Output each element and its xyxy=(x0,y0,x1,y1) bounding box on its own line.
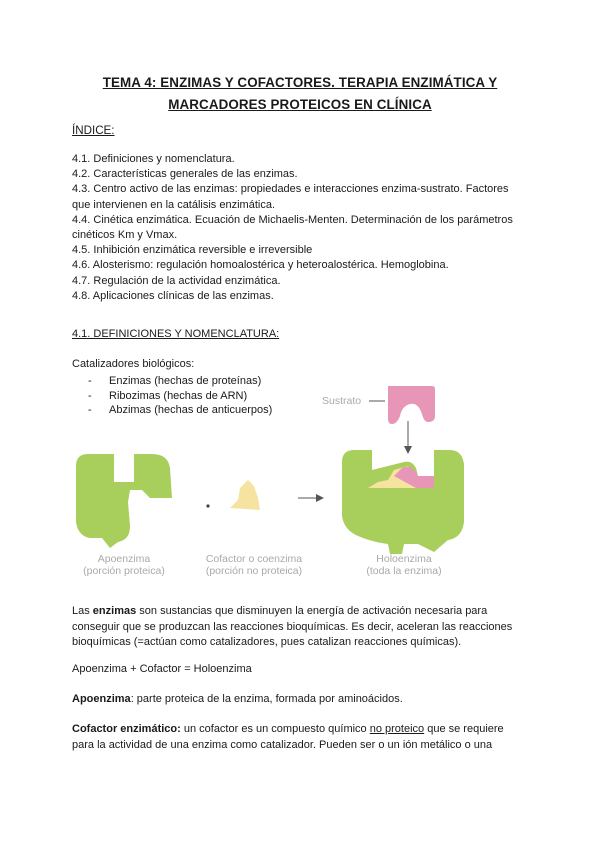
title-line-1: TEMA 4: ENZIMAS Y COFACTORES. TERAPIA ENZIMÁTICA Y xyxy=(102,75,498,90)
holoenzyme-sublabel: (toda la enzima) xyxy=(366,565,442,577)
right-arrow-icon xyxy=(316,494,324,502)
bullet-dash: - xyxy=(88,389,92,402)
cofactor-sublabel: (porción no proteica) xyxy=(205,565,303,577)
list-item-text: Enzimas (hechas de proteínas) xyxy=(109,375,262,387)
bullet-dash: - xyxy=(88,375,92,387)
toc-item: 4.5. Inhibición enzimática reversible e irreversible xyxy=(72,244,313,257)
apoenzyme-definition xyxy=(72,692,532,708)
index-heading: ÍNDICE: xyxy=(72,124,115,137)
bold-term: Cofactor enzimático: xyxy=(72,723,181,735)
apoenzyme-sublabel: (porción proteica) xyxy=(83,565,165,577)
section-heading: 4.1. DEFINICIONES Y NOMENCLATURA: xyxy=(72,328,280,340)
dot xyxy=(206,504,209,507)
text-run: un cofactor es un compuesto químico xyxy=(180,723,370,735)
toc-item: 4.4. Cinética enzimática. Ecuación de Michaelis-Menten. Determinación de los parámetros xyxy=(72,213,513,226)
holoenzyme-shape xyxy=(342,450,464,554)
substrate-label: Sustrato xyxy=(322,395,362,407)
paragraph-line xyxy=(72,722,532,738)
paragraph-line: para la actividad de una enzima como catalizador. Pueden ser o un ión metálico o una xyxy=(72,738,493,751)
underlined-term: no proteico xyxy=(369,723,425,735)
paragraph-line: bioquímicas (=actúan como catalizadores, pues catalizan reacciones químicas). xyxy=(72,636,462,648)
down-arrow-icon xyxy=(404,446,412,454)
text-run: : parte proteica de la enzima, formada por aminoácidos. xyxy=(130,693,403,705)
apoenzyme-shape xyxy=(76,454,172,548)
substrate-shape xyxy=(388,386,435,424)
enzymes-paragraph xyxy=(72,604,532,651)
catalysts-label: Catalizadores biológicos: xyxy=(72,358,195,370)
list-item-text: Ribozimas (hechas de ARN) xyxy=(109,389,248,402)
toc-item: 4.2. Características generales de las enzimas. xyxy=(72,168,298,181)
paragraph-line: conseguir que se produzcan las reacciones bioquímicas. Es decir, aceleran las reacciones xyxy=(72,620,513,633)
text-run: son sustancias que disminuyen la energía de activación necesaria para xyxy=(136,605,488,617)
bold-term: enzimas xyxy=(92,605,137,617)
cofactor-label: Cofactor o coenzima xyxy=(205,553,303,565)
toc-item: cinéticos Km y Vmax. xyxy=(72,229,178,242)
toc-item: 4.7. Regulación de la actividad enzimática. xyxy=(72,274,281,287)
toc-item: 4.8. Aplicaciones clínicas de las enzimas. xyxy=(72,289,274,302)
enzyme-diagram xyxy=(72,376,472,586)
document-title xyxy=(72,72,528,116)
bold-term: Apoenzima xyxy=(72,693,131,705)
table-of-contents xyxy=(72,152,542,304)
text-run: que se requiere xyxy=(424,723,504,735)
toc-item: 4.6. Alosterismo: regulación homoalostérica y heteroalostérica. Hemoglobina. xyxy=(72,259,449,272)
paragraph-line xyxy=(72,604,532,620)
toc-item: 4.1. Definiciones y nomenclatura. xyxy=(72,153,235,165)
toc-item: que intervienen en la catálisis enzimática. xyxy=(72,198,276,211)
bullet-dash: - xyxy=(88,404,92,417)
cofactor-definition xyxy=(72,722,532,753)
apoenzyme-label: Apoenzima xyxy=(97,553,151,565)
title-line-2: MARCADORES PROTEICOS EN CLÍNICA xyxy=(168,97,432,112)
equation-line: Apoenzima + Cofactor = Holoenzima xyxy=(72,663,252,675)
cofactor-shape xyxy=(230,480,260,510)
text-run: Las xyxy=(72,605,93,617)
holoenzyme-label: Holoenzima xyxy=(376,553,432,565)
toc-item: 4.3. Centro activo de las enzimas: propiedades e interacciones enzima-sustrato. Factores xyxy=(72,183,509,196)
list-item-text: Abzimas (hechas de anticuerpos) xyxy=(109,404,273,417)
